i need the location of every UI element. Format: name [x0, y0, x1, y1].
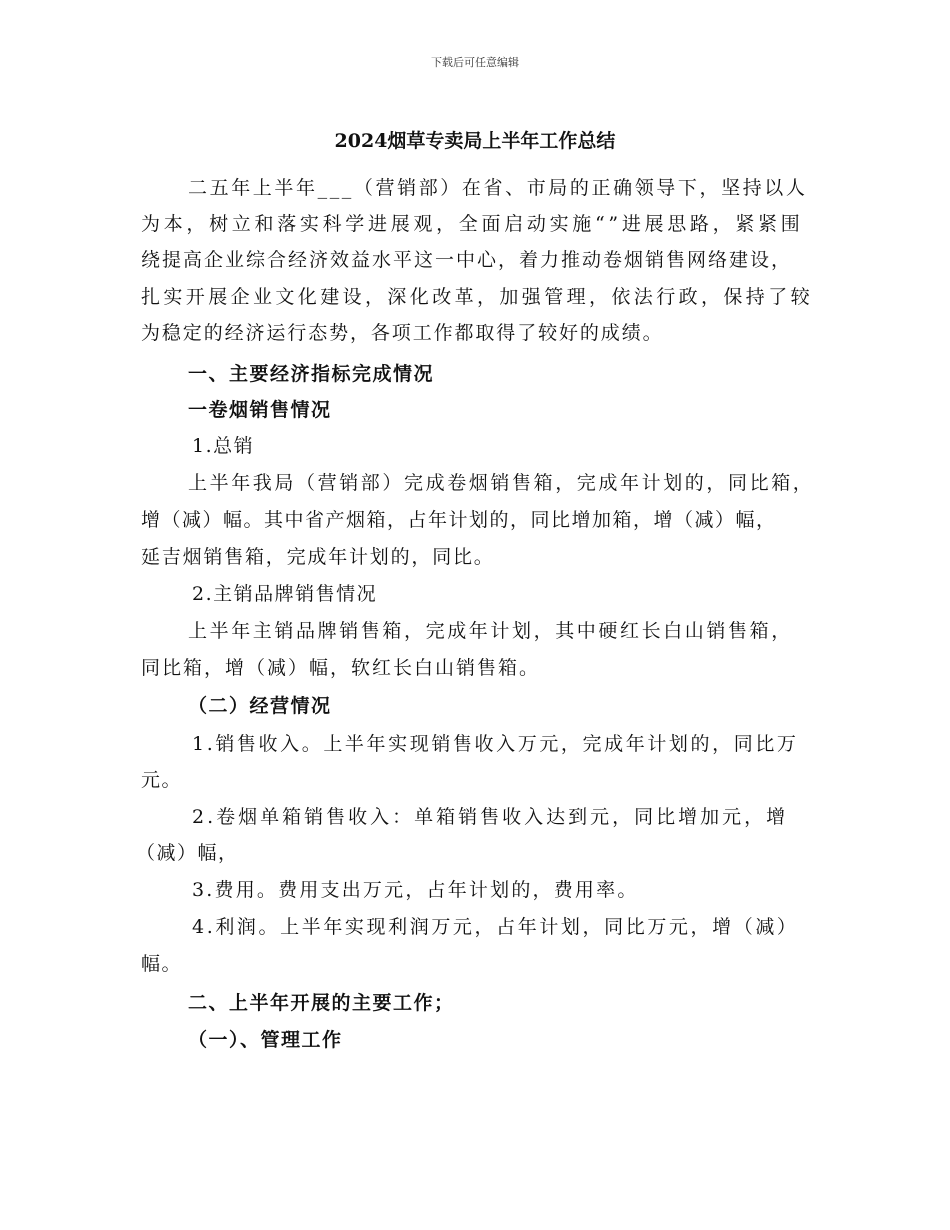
paragraph-line: 为本，树立和落实科学进展观，全面启动实施“”进展思路，紧紧围: [141, 213, 804, 235]
paragraph-line: 幅。: [141, 953, 183, 975]
paragraph-line: 上半年我局（营销部）完成卷烟销售箱，完成年计划的，同比箱，: [188, 472, 815, 494]
paragraph-line: 为稳定的经济运行态势，各项工作都取得了较好的成绩。: [141, 322, 664, 344]
section-heading: 一、主要经济指标完成情况: [188, 363, 435, 385]
paragraph-line: 二五年上半年___（营销部）在省、市局的正确领导下，坚持以人: [188, 177, 808, 199]
subsection-heading: （二）经营情况: [188, 695, 332, 717]
item-heading: 2.主销品牌销售情况: [192, 583, 378, 605]
paragraph-line: 延吉烟销售箱，完成年计划的，同比。: [141, 546, 495, 568]
paragraph-line: （减）幅，: [136, 842, 239, 864]
paragraph-line: 3.费用。费用支出万元，占年计划的，费用率。: [192, 879, 639, 901]
subsection-heading: 一卷烟销售情况: [188, 399, 332, 421]
paragraph-line: 4.利润。上半年实现利润万元，占年计划，同比万元，增（减）: [192, 916, 799, 938]
header-note: 下载后可任意编辑: [431, 56, 519, 69]
paragraph-line: 同比箱，增（减）幅，软红长白山销售箱。: [141, 657, 541, 679]
item-heading: 1.总销: [192, 435, 255, 457]
paragraph-line: 2.卷烟单箱销售收入：单箱销售收入达到元，同比增加元，增: [192, 806, 789, 828]
paragraph-line: 元。: [141, 769, 183, 791]
paragraph-line: 1.销售收入。上半年实现销售收入万元，完成年计划的，同比万: [192, 733, 799, 755]
subsection-heading: （一）、管理工作: [188, 1029, 343, 1051]
paragraph-line: 上半年主销品牌销售箱，完成年计划，其中硬红长白山销售箱，: [188, 620, 793, 642]
section-heading: 二、上半年开展的主要工作；: [188, 992, 455, 1014]
document-title: 2024烟草专卖局上半年工作总结: [334, 130, 616, 152]
paragraph-line: 增（减）幅。其中省产烟箱，占年计划的，同比增加箱，增（减）幅，: [141, 509, 777, 531]
paragraph-line: 绕提高企业综合经济效益水平这一中心，着力推动卷烟销售网络建设，: [141, 249, 793, 271]
paragraph-line: 扎实开展企业文化建设，深化改革，加强管理，依法行政，保持了较: [141, 286, 814, 308]
